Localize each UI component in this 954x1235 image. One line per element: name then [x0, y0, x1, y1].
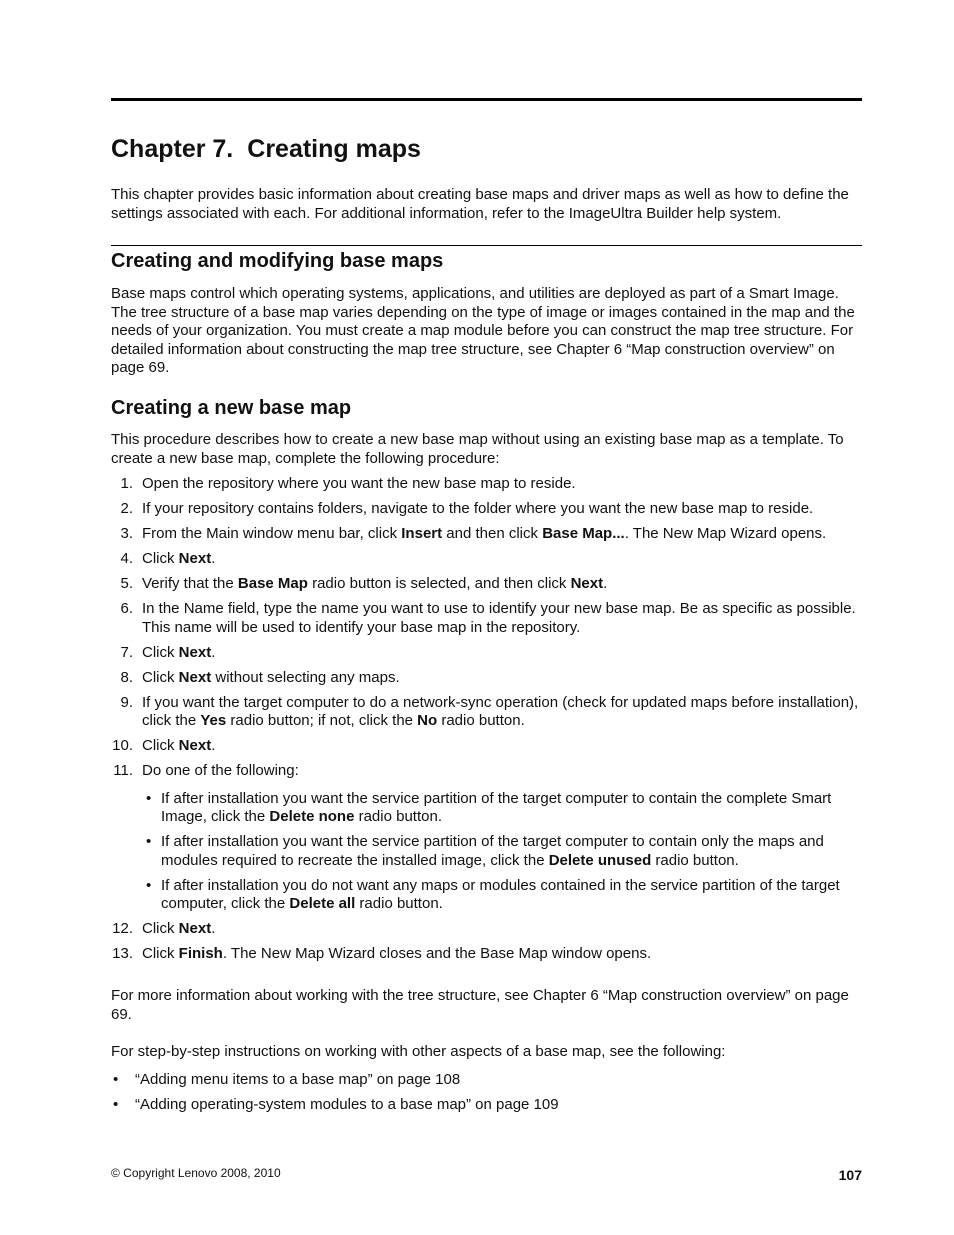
- procedure-step: [111, 694, 862, 731]
- sub-option-text: [161, 790, 831, 826]
- step-text: radio button is selected, and then click: [307, 575, 571, 592]
- step-number: 9.: [120, 693, 133, 711]
- sub-option-text: [161, 833, 824, 869]
- procedure-step: [111, 762, 862, 914]
- procedure-step: [111, 500, 862, 519]
- procedure-step: [111, 475, 862, 494]
- step-text: Verify that the: [142, 575, 238, 592]
- step-text: radio button.: [354, 808, 442, 825]
- step-content: [142, 694, 858, 730]
- step-number: 8.: [120, 668, 133, 686]
- sub-option: [142, 833, 862, 870]
- section-body-base-maps: Base maps control which operating systems, applications, and utilities are deployed as part of a Smart Image. The tree structure of a base map varies depending on the type of image or images contained in the map and the needs of your organization. You must create a map module before you can construct the map tree structure. For detailed information about constructing the map tree structure, see Chapter 6 “Map construction overview” on page 69.: [111, 285, 855, 376]
- step-content: [142, 575, 607, 592]
- step-number: 1.: [120, 475, 133, 492]
- step-text: .: [211, 643, 216, 661]
- ui-term: Next: [178, 920, 212, 937]
- step-text: radio button.: [355, 895, 443, 912]
- step-text: If you want the target computer to do a network-sync operation (check for updated maps before installation), click the: [142, 693, 859, 729]
- bullet-icon: •: [113, 1071, 119, 1088]
- step-number: 11.: [113, 762, 133, 779]
- related-topic-link[interactable]: [111, 1096, 862, 1115]
- step-content: [142, 669, 400, 686]
- step-text: and then click: [442, 525, 543, 542]
- step-number: 4.: [120, 550, 133, 567]
- ui-term: Delete all: [289, 895, 356, 912]
- ui-term: Next: [570, 575, 604, 592]
- ui-term: Delete none: [269, 808, 355, 825]
- related-topic-link[interactable]: [111, 1071, 862, 1090]
- step-text: Click: [142, 945, 179, 962]
- page-number: 107: [838, 1167, 862, 1183]
- step-text: .: [603, 575, 608, 592]
- step-text: without selecting any maps.: [211, 668, 400, 686]
- step-number: 13.: [112, 945, 133, 962]
- step-text: radio button.: [437, 712, 525, 729]
- ui-term: Base Map...: [542, 525, 625, 542]
- step-content: [142, 600, 856, 636]
- ui-term: No: [417, 712, 438, 729]
- step-content: [142, 920, 215, 937]
- step-text: radio button; if not, click the: [226, 712, 418, 729]
- step-number: 10.: [112, 737, 133, 754]
- sub-options-list: [142, 790, 862, 914]
- bullet-icon: •: [146, 789, 152, 807]
- step-text: If after installation you want the service partition of the target computer to contain only the maps and modules required to recreate the installed image, click the: [161, 833, 824, 869]
- ui-term: Next: [178, 643, 212, 661]
- bullet-icon: •: [146, 876, 152, 894]
- section-rule: [111, 245, 862, 246]
- procedure-step: [111, 550, 862, 569]
- step-text: Click: [142, 920, 179, 937]
- step-by-step-paragraph: For step-by-step instructions on working with other aspects of a base map, see the following:: [111, 1043, 726, 1060]
- step-number: 12.: [112, 920, 133, 937]
- chapter-title-text: Creating maps: [247, 135, 421, 163]
- step-text: If after installation you want the service partition of the target computer to contain the complete Smart Image, click the: [161, 789, 832, 825]
- copyright-notice: © Copyright Lenovo 2008, 2010: [111, 1166, 281, 1180]
- step-text: .: [211, 550, 216, 567]
- ui-term: Delete unused: [548, 851, 652, 869]
- more-info-paragraph: For more information about working with the tree structure, see Chapter 6 “Map construction overview” on page 69.: [111, 987, 849, 1023]
- chapter-intro: This chapter provides basic information about creating base maps and driver maps as well as how to define the settings associated with each. For additional information, refer to the ImageUltra Builder help system.: [111, 186, 849, 222]
- step-text: .: [211, 737, 216, 754]
- sub-option-text: [161, 877, 840, 913]
- chapter-title: [111, 135, 421, 164]
- related-topic-text: “Adding operating-system modules to a base map” on page 109: [135, 1096, 559, 1113]
- ui-term: Insert: [401, 525, 443, 542]
- step-text: Click: [142, 737, 179, 754]
- ui-term: Yes: [200, 712, 227, 729]
- procedure-step: [111, 737, 862, 756]
- step-text: .: [211, 920, 216, 937]
- ui-term: Finish: [178, 945, 223, 962]
- step-text: Click: [142, 550, 179, 567]
- related-topic-text: “Adding menu items to a base map” on page 108: [135, 1071, 461, 1088]
- procedure-step: [111, 575, 862, 594]
- step-number: 3.: [120, 525, 133, 542]
- procedure-step: [111, 600, 862, 637]
- bullet-icon: •: [113, 1096, 119, 1113]
- sub-option: [142, 790, 862, 827]
- step-number: 5.: [120, 575, 133, 592]
- related-topics-list: [111, 1071, 862, 1121]
- step-text: In the Name field, type the name you want to use to identify your new base map. Be as specific as possible. This name will be used to identify your base map in the repository.: [142, 600, 856, 636]
- step-text: Open the repository where you want the new base map to reside.: [142, 475, 576, 492]
- step-content: [142, 644, 215, 661]
- step-content: [142, 525, 826, 542]
- chapter-top-rule: [111, 98, 862, 101]
- step-content: [142, 762, 299, 779]
- step-text: radio button.: [651, 851, 739, 869]
- bullet-icon: •: [146, 833, 152, 850]
- section-heading-new-base-map: Creating a new base map: [111, 397, 352, 419]
- section-heading-modifying-base-maps: Creating and modifying base maps: [111, 250, 444, 272]
- sub-option: [142, 877, 862, 914]
- step-content: [142, 945, 651, 962]
- step-text: Do one of the following:: [142, 762, 299, 779]
- procedure-step: [111, 525, 862, 544]
- procedure-step: [111, 945, 862, 964]
- ui-term: Base Map: [237, 575, 308, 592]
- step-text: Click: [142, 643, 179, 661]
- ui-term: Next: [178, 737, 212, 754]
- step-text: . The New Map Wizard closes and the Base Map window opens.: [222, 945, 652, 962]
- step-number: 6.: [120, 600, 133, 617]
- step-text: . The New Map Wizard opens.: [624, 525, 827, 542]
- step-content: [142, 475, 576, 492]
- step-text: If your repository contains folders, navigate to the folder where you want the new base map to reside.: [142, 500, 814, 517]
- step-content: [142, 737, 215, 754]
- step-text: Click: [142, 668, 179, 686]
- procedure-step: [111, 920, 862, 939]
- chapter-number: Chapter 7.: [111, 135, 234, 163]
- procedure-steps: [111, 475, 862, 970]
- ui-term: Next: [178, 550, 212, 567]
- step-text: If after installation you do not want any maps or modules contained in the service partition of the target computer, click the: [161, 876, 840, 912]
- procedure-intro: This procedure describes how to create a new base map without using an existing base map as a template. To create a new base map, complete the following procedure:: [111, 431, 844, 467]
- step-content: [142, 550, 215, 567]
- ui-term: Next: [178, 668, 212, 686]
- procedure-step: [111, 644, 862, 663]
- step-number: 7.: [120, 643, 133, 661]
- step-text: From the Main window menu bar, click: [142, 525, 402, 542]
- procedure-step: [111, 669, 862, 688]
- step-number: 2.: [120, 500, 133, 517]
- step-content: [142, 500, 813, 517]
